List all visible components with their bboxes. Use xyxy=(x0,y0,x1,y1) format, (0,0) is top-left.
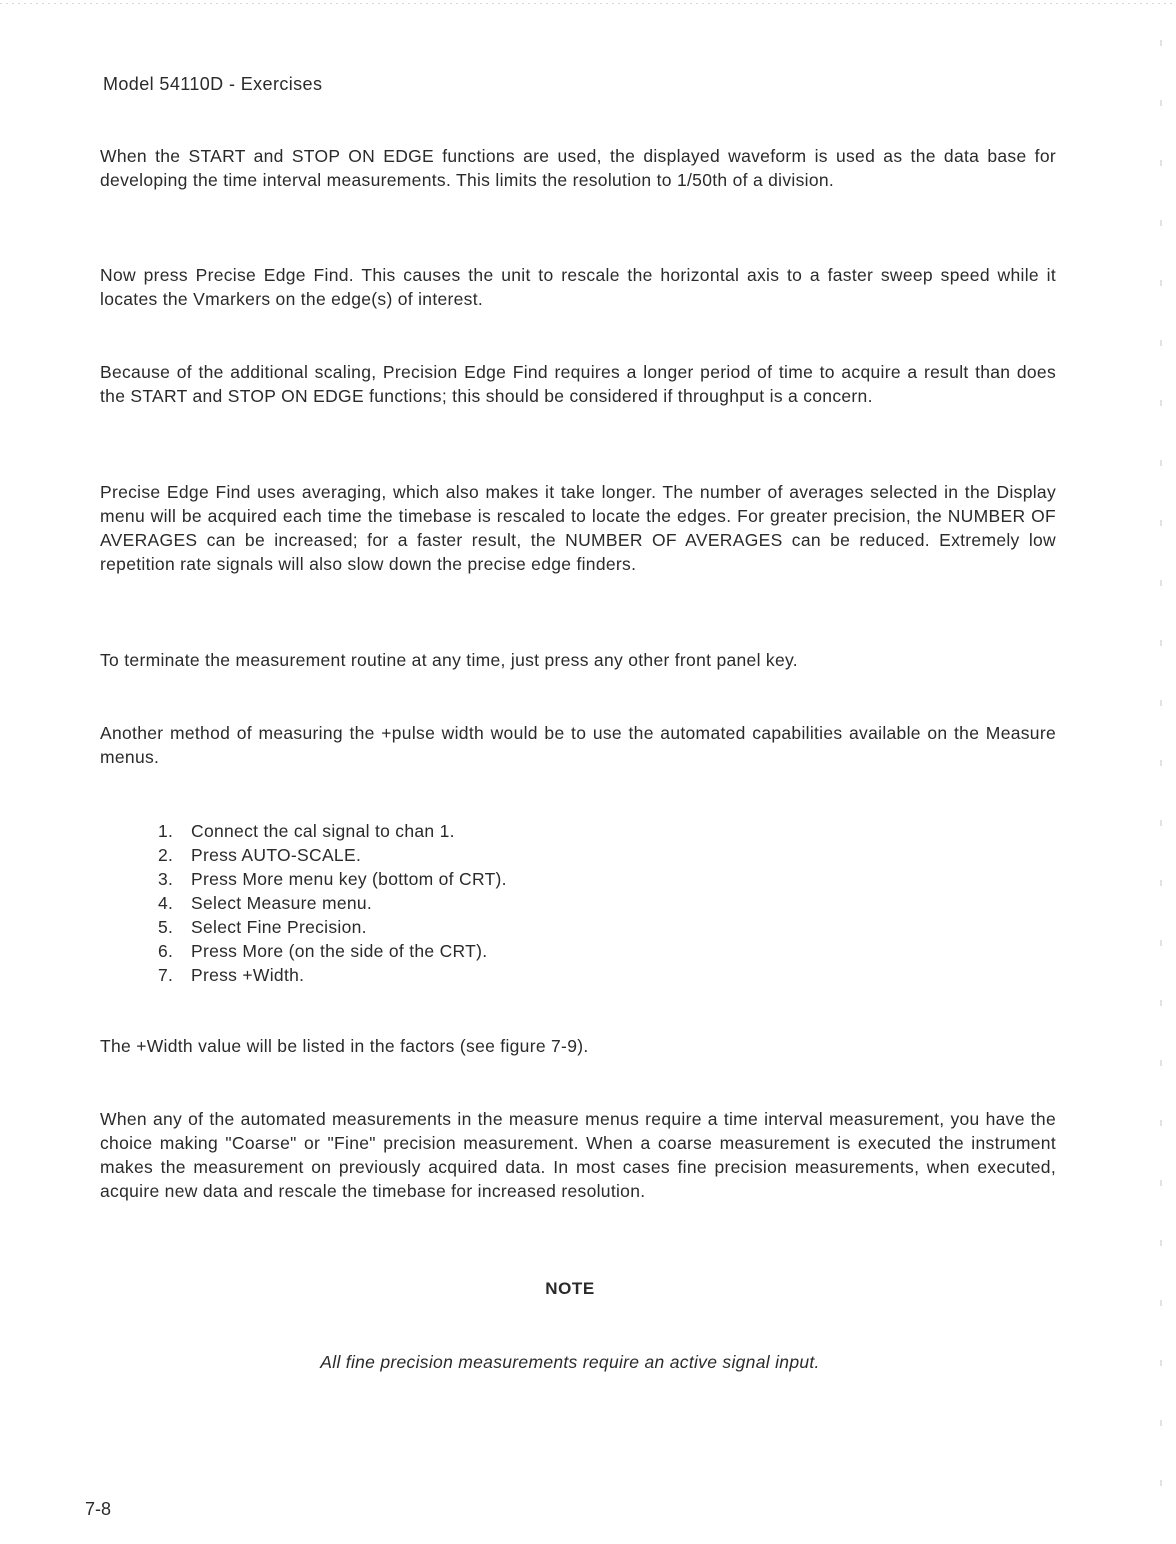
steps-list xyxy=(158,819,507,987)
step-text: Press More (on the side of the CRT). xyxy=(191,941,488,961)
paragraph-width-value: The +Width value will be listed in the factors (see figure 7-9). xyxy=(100,1036,589,1056)
step-text: Press AUTO-SCALE. xyxy=(191,845,362,865)
step-number: 2. xyxy=(158,845,174,865)
step-number: 3. xyxy=(158,869,174,889)
list-item xyxy=(158,867,507,891)
step-number: 5. xyxy=(158,917,174,937)
page-number: 7-8 xyxy=(85,1499,112,1519)
step-number: 6. xyxy=(158,941,174,961)
page-header: Model 54110D - Exercises xyxy=(103,74,323,94)
step-text: Select Measure menu. xyxy=(191,893,373,913)
list-item xyxy=(158,891,507,915)
list-item xyxy=(158,939,507,963)
list-item xyxy=(158,915,507,939)
paragraph-start-stop-edge: When the START and STOP ON EDGE functions are used, the displayed waveform is used as the data base for developing the time interval measurements. This limits the resolution to 1/50th of a division. xyxy=(100,146,1056,190)
step-text: Press +Width. xyxy=(191,965,305,985)
paragraph-coarse-fine: When any of the automated measurements in the measure menus require a time interval measurement, you have the choice making "Coarse" or "Fine" precision measurement. When a coarse measurement is executed the instrument makes the measurement on previously acquired data. In most cases fine precision measurements, when executed, acquire new data and rescale the timebase for increased resolution. xyxy=(100,1109,1056,1201)
step-text: Select Fine Precision. xyxy=(191,917,367,937)
list-item xyxy=(158,819,507,843)
scan-right-edge xyxy=(1160,40,1162,1520)
step-number: 4. xyxy=(158,893,174,913)
note-title: NOTE xyxy=(545,1279,595,1298)
note-text: All fine precision measurements require an active signal input. xyxy=(320,1352,820,1372)
scan-top-edge xyxy=(0,3,1176,4)
step-text: Connect the cal signal to chan 1. xyxy=(191,821,455,841)
paragraph-averaging: Precise Edge Find uses averaging, which also makes it take longer. The number of averages selected in the Display menu will be acquired each time the timebase is rescaled to locate the edges. For greater precision, the NUMBER OF AVERAGES can be increased; for a faster result, the NUMBER OF AVERAGES can be reduced. Extremely low repetition rate signals will also slow down the precise edge finders. xyxy=(100,482,1056,574)
paragraph-terminate: To terminate the measurement routine at any time, just press any other front panel key. xyxy=(100,650,798,670)
paragraph-additional-scaling: Because of the additional scaling, Precision Edge Find requires a longer period of time to acquire a result than does the START and STOP ON EDGE functions; this should be considered if throughput is a concern. xyxy=(100,362,1056,406)
step-number: 1. xyxy=(158,821,174,841)
step-number: 7. xyxy=(158,965,174,985)
paragraph-another-method: Another method of measuring the +pulse width would be to use the automated capabilities available on the Measure menus. xyxy=(100,723,1056,767)
list-item xyxy=(158,843,507,867)
paragraph-precise-edge-find: Now press Precise Edge Find. This causes the unit to rescale the horizontal axis to a faster sweep speed while it locates the Vmarkers on the edge(s) of interest. xyxy=(100,265,1056,309)
step-text: Press More menu key (bottom of CRT). xyxy=(191,869,507,889)
list-item xyxy=(158,963,507,987)
